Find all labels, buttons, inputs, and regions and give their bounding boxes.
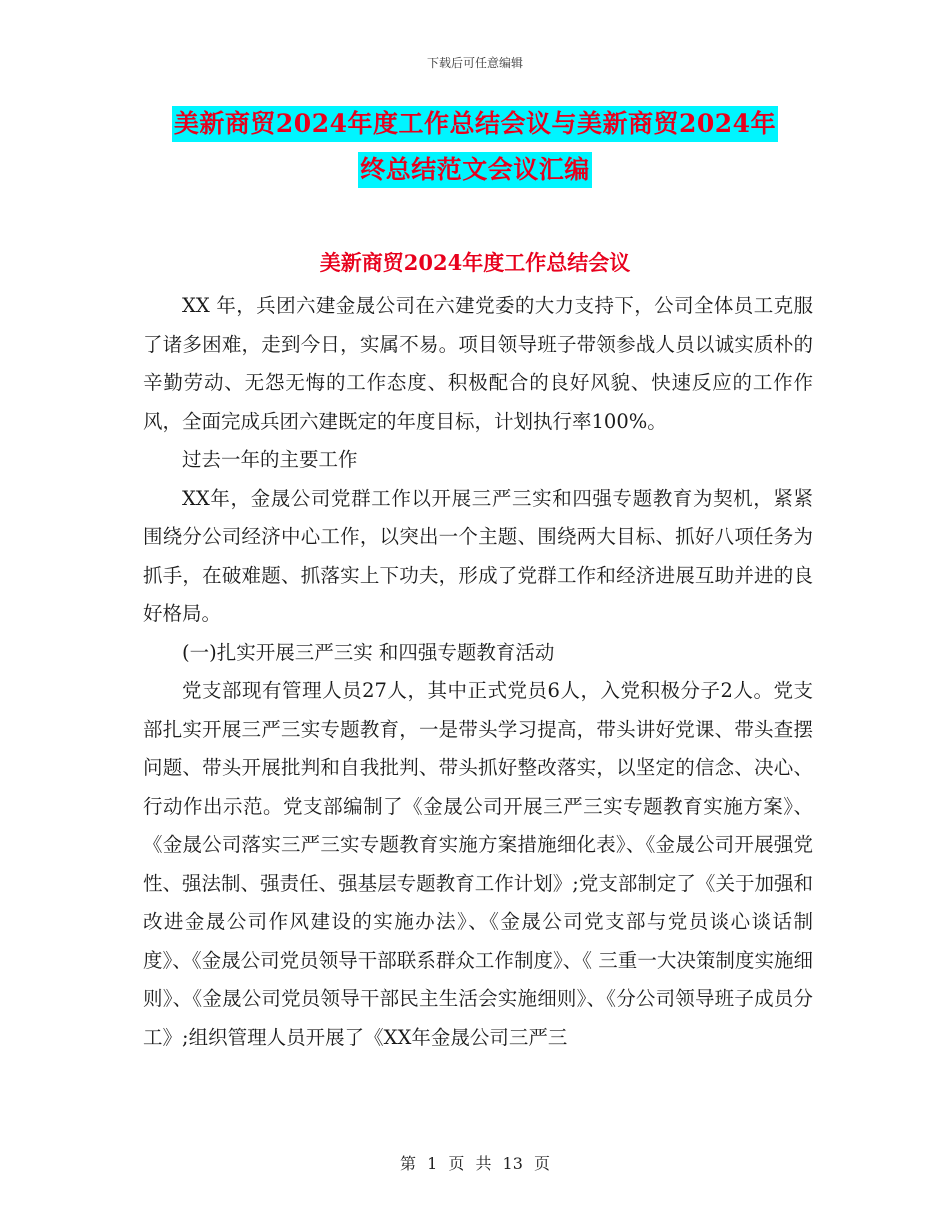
document-title	[0, 106, 950, 188]
header-note: 下载后可任意编辑	[426, 56, 523, 70]
paragraph: 党支部现有管理人员27人，其中正式党员6人，入党积极分子2人。党支部扎实开展三严三实专题教育，一是带头学习提高，带头讲好党课、带头查摆问题、带头开展批判和自我批判、带头抓好整改落实，以坚定的信念、决心、行动作出示范。党支部编制了《金晟公司开展三严三实专题教育实施方案》、《金晟公司落实三严三实专题教育实施方案措施细化表》、《金晟公司开展强党性、强法制、强责任、强基层专题教育工作计划》;党支部制定了《关于加强和改进金晟公司作风建设的实施办法》、《金晟公司党支部与党员谈心谈话制度》、《金晟公司党员领导干部联系群众工作制度》、《 三重一大决策制度实施细则》、《金晟公司党员领导干部民主生活会实施细则》、《分公司领导班子成员分工》;组织管理人员开展了《XX年金晟公司三严三	[143, 679, 813, 1049]
title-line-1: 美新商贸2024年度工作总结会议与美新商贸2024年	[172, 106, 778, 142]
paragraph-heading: (一)扎实开展三严三实 和四强专题教育活动	[182, 640, 555, 664]
title-line-2: 终总结范文会议汇编	[358, 152, 592, 188]
paragraph: XX 年，兵团六建金晟公司在六建党委的大力支持下，公司全体员工克服了诸多困难，走到今日，实属不易。项目领导班子带领参战人员以诚实质朴的辛勤劳动、无怨无悔的工作态度、积极配合的良好风貌、快速反应的工作作风，全面完成兵团六建既定的年度目标，计划执行率100%。	[143, 294, 813, 433]
paragraph-heading: 过去一年的主要工作	[182, 448, 358, 471]
section-title: 美新商贸2024年度工作总结会议	[319, 250, 631, 275]
page-footer: 第 1 页 共 13 页	[400, 1154, 550, 1173]
paragraph: XX年，金晟公司党群工作以开展三严三实和四强专题教育为契机，紧紧围绕分公司经济中心工作，以突出一个主题、围绕两大目标、抓好八项任务为抓手，在破难题、抓落实上下功夫，形成了党群工作和经济进展互助并进的良好格局。	[143, 486, 813, 625]
body-text	[143, 287, 813, 1057]
